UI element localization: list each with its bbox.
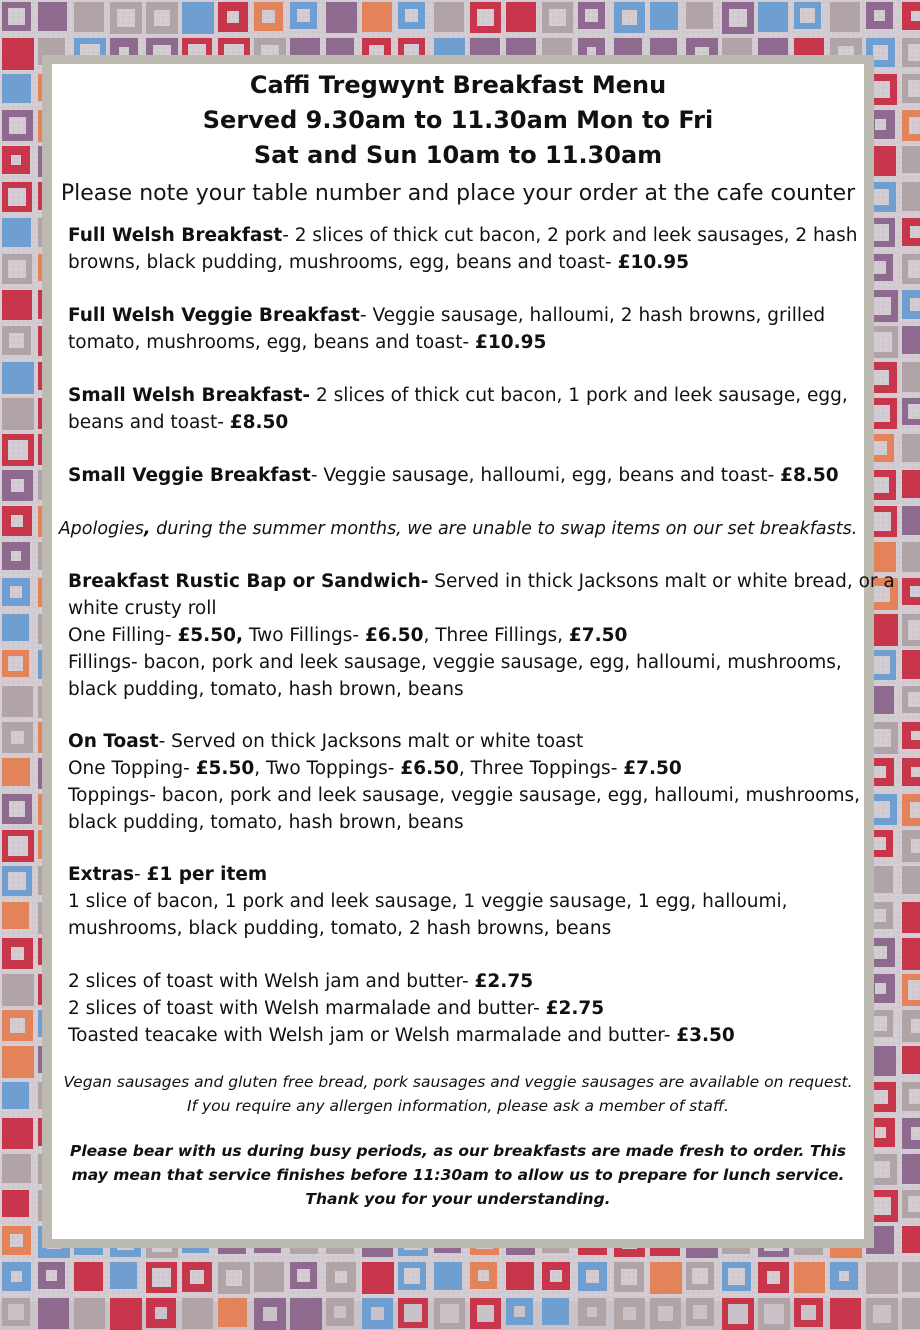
border-pattern-square: [902, 470, 920, 498]
border-pattern-square: [578, 2, 605, 29]
border-pattern-square: [686, 1262, 714, 1290]
border-pattern-square: [506, 1262, 534, 1290]
border-pattern-square: [902, 578, 920, 605]
border-pattern-square: [902, 902, 920, 933]
border-pattern-square: [38, 2, 67, 31]
full-welsh-price: £10.95: [617, 252, 689, 273]
full-veggie-line2: tomato, mushrooms, egg, beans and toast- £10.95: [68, 332, 547, 353]
full-welsh-line2: browns, black pudding, mushrooms, egg, beans and toast- £10.95: [68, 252, 689, 273]
border-pattern-square: [2, 1154, 31, 1183]
border-pattern-square: [434, 1262, 462, 1290]
vegan-note: Vegan sausages and gluten free bread, pork sausages and veggie sausages are available on request.: [63, 1073, 853, 1091]
bap-fillings1: Fillings- bacon, pork and leek sausage, veggie sausage, egg, halloumi, mushrooms,: [68, 652, 842, 673]
border-pattern-square: [902, 722, 920, 749]
border-pattern-square: [110, 1298, 142, 1330]
border-pattern-square: [218, 2, 248, 32]
border-pattern-square: [902, 146, 920, 173]
border-pattern-square: [290, 1262, 317, 1289]
border-pattern-square: [470, 1298, 501, 1329]
small-veggie-price: £8.50: [780, 465, 839, 486]
border-pattern-square: [614, 1298, 645, 1329]
border-pattern-square: [902, 1010, 920, 1042]
allergen-note: If you require any allergen information, please ask a member of staff.: [187, 1097, 729, 1115]
border-pattern-square: [902, 1118, 920, 1149]
full-veggie-line1: Full Welsh Veggie Breakfast- Veggie sausage, halloumi, 2 hash browns, grilled: [68, 305, 826, 326]
border-pattern-square: [2, 38, 34, 70]
border-pattern-square: [686, 1298, 714, 1326]
border-pattern-square: [866, 1298, 898, 1330]
border-pattern-square: [542, 1298, 569, 1325]
full-veggie-name: Full Welsh Veggie Breakfast: [68, 305, 360, 326]
border-pattern-square: [146, 2, 178, 34]
border-pattern-square: [722, 2, 754, 34]
border-pattern-square: [2, 1190, 29, 1217]
border-pattern-square: [902, 290, 920, 319]
busy-note-line1: Please bear with us during busy periods, as our breakfasts are made fresh to order. This: [70, 1142, 846, 1160]
weekday-hours: Served 9.30am to 11.30am Mon to Fri: [202, 106, 714, 134]
border-pattern-square: [434, 2, 464, 32]
border-pattern-square: [686, 2, 713, 29]
border-pattern-square: [254, 1262, 284, 1292]
border-pattern-square: [218, 1298, 247, 1327]
border-pattern-square: [722, 1262, 751, 1291]
border-pattern-square: [902, 38, 920, 67]
border-pattern-square: [182, 1298, 213, 1329]
border-pattern-square: [2, 1226, 31, 1255]
border-pattern-square: [2, 866, 32, 896]
border-pattern-square: [110, 1262, 137, 1289]
border-pattern-square: [2, 2, 31, 31]
side-item: Toasted teacake with Welsh jam or Welsh marmalade and butter- £3.50: [68, 1025, 735, 1046]
border-pattern-square: [218, 1262, 250, 1294]
border-pattern-square: [2, 290, 32, 320]
border-pattern-square: [902, 686, 920, 713]
border-pattern-square: [326, 2, 357, 33]
border-pattern-square: [2, 182, 32, 212]
border-pattern-square: [254, 2, 283, 31]
small-welsh-name: Small Welsh Breakfast-: [68, 385, 311, 406]
border-pattern-square: [902, 614, 920, 646]
border-pattern-square: [2, 110, 33, 141]
border-pattern-square: [902, 758, 920, 786]
border-pattern-square: [902, 1262, 920, 1292]
small-veggie-name: Small Veggie Breakfast: [68, 465, 311, 486]
border-pattern-square: [74, 1262, 103, 1291]
border-pattern-square: [794, 1262, 825, 1293]
border-pattern-square: [650, 2, 678, 30]
border-pattern-square: [578, 1262, 607, 1291]
border-pattern-square: [902, 398, 920, 425]
border-pattern-square: [362, 1262, 394, 1294]
border-pattern-square: [2, 614, 29, 641]
border-pattern-square: [2, 74, 31, 103]
border-pattern-square: [650, 1262, 682, 1294]
apology-note: Apologies, during the summer months, we are unable to swap items on our set breakfasts.: [58, 519, 858, 539]
border-pattern-square: [902, 182, 920, 211]
border-pattern-square: [902, 794, 920, 826]
border-pattern-square: [182, 2, 214, 34]
toast-prices: One Topping- £5.50, Two Toppings- £6.50, Three Toppings- £7.50: [68, 758, 682, 779]
side-item: 2 slices of toast with Welsh marmalade and butter- £2.75: [68, 998, 605, 1019]
border-pattern-square: [830, 1262, 858, 1290]
border-pattern-square: [902, 1154, 920, 1184]
toast-toppings2: black pudding, tomato, hash brown, beans: [68, 812, 464, 833]
border-pattern-square: [2, 218, 31, 247]
border-pattern-square: [2, 1046, 34, 1078]
border-pattern-square: [2, 434, 34, 466]
border-pattern-square: [614, 2, 645, 33]
border-pattern-square: [2, 542, 30, 570]
busy-note-line3: Thank you for your understanding.: [305, 1190, 611, 1208]
full-welsh-line1: Full Welsh Breakfast- 2 slices of thick cut bacon, 2 pork and leek sausages, 2 hash: [68, 225, 858, 246]
border-pattern-square: [902, 650, 920, 679]
border-pattern-square: [254, 1298, 286, 1330]
border-pattern-square: [2, 362, 34, 394]
border-pattern-square: [38, 1298, 69, 1329]
border-pattern-square: [902, 74, 920, 103]
border-pattern-square: [902, 938, 920, 970]
border-pattern-square: [470, 1262, 497, 1289]
border-pattern-square: [110, 2, 142, 34]
border-pattern-square: [902, 1082, 920, 1111]
border-pattern-square: [542, 2, 573, 33]
full-veggie-price: £10.95: [475, 332, 547, 353]
border-pattern-square: [2, 830, 34, 862]
border-pattern-square: [902, 1046, 920, 1074]
border-pattern-square: [182, 1262, 212, 1292]
border-pattern-square: [2, 1082, 29, 1109]
border-pattern-square: [2, 758, 30, 786]
full-welsh-name: Full Welsh Breakfast: [68, 225, 283, 246]
border-pattern-square: [506, 2, 536, 32]
bap-prices: One Filling- £5.50, Two Fillings- £6.50, Three Fillings, £7.50: [68, 625, 628, 646]
bap-fillings2: black pudding, tomato, hash brown, beans: [68, 679, 464, 700]
border-pattern-square: [2, 974, 34, 1006]
border-pattern-square: [794, 2, 821, 29]
border-pattern-square: [2, 1262, 31, 1291]
extras-header: Extras- £1 per item: [68, 864, 268, 885]
border-pattern-square: [326, 1298, 354, 1326]
border-pattern-square: [2, 722, 33, 753]
border-pattern-square: [2, 794, 32, 824]
border-pattern-square: [902, 506, 920, 535]
border-pattern-square: [2, 650, 29, 677]
border-pattern-square: [74, 2, 104, 32]
border-pattern-square: [578, 1298, 606, 1326]
border-pattern-square: [2, 1298, 30, 1326]
menu-title: Caffi Tregwynt Breakfast Menu: [249, 71, 667, 99]
toast-line1: On Toast- Served on thick Jacksons malt or white toast: [68, 731, 584, 752]
border-pattern-square: [326, 1262, 356, 1292]
border-pattern-square: [902, 1298, 920, 1329]
border-pattern-square: [290, 2, 317, 29]
border-pattern-square: [830, 2, 860, 32]
side-item: 2 slices of toast with Welsh jam and butter- £2.75: [68, 971, 534, 992]
border-pattern-square: [902, 218, 920, 246]
extras-price: £1 per item: [146, 864, 268, 885]
small-welsh-line2: beans and toast- £8.50: [68, 412, 289, 433]
border-pattern-square: [470, 2, 501, 33]
weekend-hours: Sat and Sun 10am to 11.30am: [253, 141, 663, 169]
small-welsh-line1: Small Welsh Breakfast- 2 slices of thick cut bacon, 1 pork and leek sausage, egg,: [68, 385, 848, 406]
extras-list1: 1 slice of bacon, 1 pork and leek sausage, 1 veggie sausage, 1 egg, halloumi,: [68, 891, 788, 912]
border-pattern-square: [902, 1190, 920, 1218]
border-pattern-square: [758, 1298, 790, 1330]
small-welsh-price: £8.50: [229, 412, 289, 433]
toast-name: On Toast: [68, 731, 159, 752]
border-pattern-square: [542, 1262, 570, 1290]
border-pattern-square: [2, 506, 32, 536]
border-pattern-square: [902, 254, 920, 284]
border-pattern-square: [902, 542, 920, 572]
border-pattern-square: [902, 866, 920, 894]
border-pattern-square: [902, 434, 920, 462]
border-pattern-square: [2, 902, 29, 929]
busy-note-line2: may mean that service finishes before 11:30am to allow us to prepare for lunch service.: [71, 1166, 845, 1184]
border-pattern-square: [2, 1118, 33, 1149]
border-pattern-square: [38, 1262, 65, 1289]
border-pattern-square: [758, 2, 788, 32]
border-pattern-square: [2, 326, 31, 355]
border-pattern-square: [2, 578, 30, 606]
border-pattern-square: [902, 110, 920, 141]
extras-list2: mushrooms, black pudding, tomato, 2 hash browns, beans: [68, 918, 612, 939]
border-pattern-square: [902, 974, 920, 1006]
bap-name: Breakfast Rustic Bap or Sandwich-: [68, 571, 429, 592]
border-pattern-square: [146, 1298, 176, 1328]
border-pattern-square: [2, 398, 34, 430]
border-pattern-square: [650, 1298, 681, 1329]
border-pattern-square: [866, 1262, 898, 1294]
border-pattern-square: [506, 1298, 533, 1325]
border-pattern-square: [722, 1298, 754, 1330]
border-pattern-square: [434, 1298, 465, 1329]
border-pattern-square: [902, 362, 920, 392]
border-pattern-square: [758, 1262, 789, 1293]
border-pattern-square: [830, 1298, 861, 1329]
border-pattern-square: [794, 1298, 823, 1327]
border-pattern-square: [902, 2, 920, 30]
toast-toppings1: Toppings- bacon, pork and leek sausage, veggie sausage, egg, halloumi, mushrooms,: [68, 785, 861, 806]
order-note: Please note your table number and place your order at the cafe counter: [60, 181, 856, 206]
border-pattern-square: [146, 1262, 177, 1293]
border-pattern-square: [398, 1262, 426, 1290]
border-pattern-square: [290, 1298, 322, 1330]
border-pattern-square: [362, 2, 392, 32]
menu-card: [52, 64, 895, 1239]
border-pattern-square: [362, 1298, 393, 1329]
border-pattern-square: [74, 1298, 105, 1329]
bap-line1: Breakfast Rustic Bap or Sandwich- Served in thick Jacksons malt or white bread, or a: [68, 571, 895, 592]
bap-line2: white crusty roll: [68, 598, 217, 619]
border-pattern-square: [2, 1010, 33, 1041]
border-pattern-square: [2, 146, 30, 174]
border-pattern-square: [902, 830, 920, 862]
border-pattern-square: [866, 2, 893, 29]
border-pattern-square: [902, 326, 920, 354]
border-pattern-square: [2, 254, 32, 284]
border-pattern-square: [2, 470, 33, 501]
border-pattern-square: [2, 938, 33, 969]
border-pattern-square: [398, 1298, 428, 1328]
border-pattern-square: [2, 686, 33, 717]
border-pattern-square: [614, 1262, 644, 1292]
border-pattern-square: [902, 1226, 920, 1253]
border-pattern-square: [398, 2, 425, 29]
small-veggie-line: Small Veggie Breakfast- Veggie sausage, halloumi, egg, beans and toast- £8.50: [68, 465, 839, 486]
